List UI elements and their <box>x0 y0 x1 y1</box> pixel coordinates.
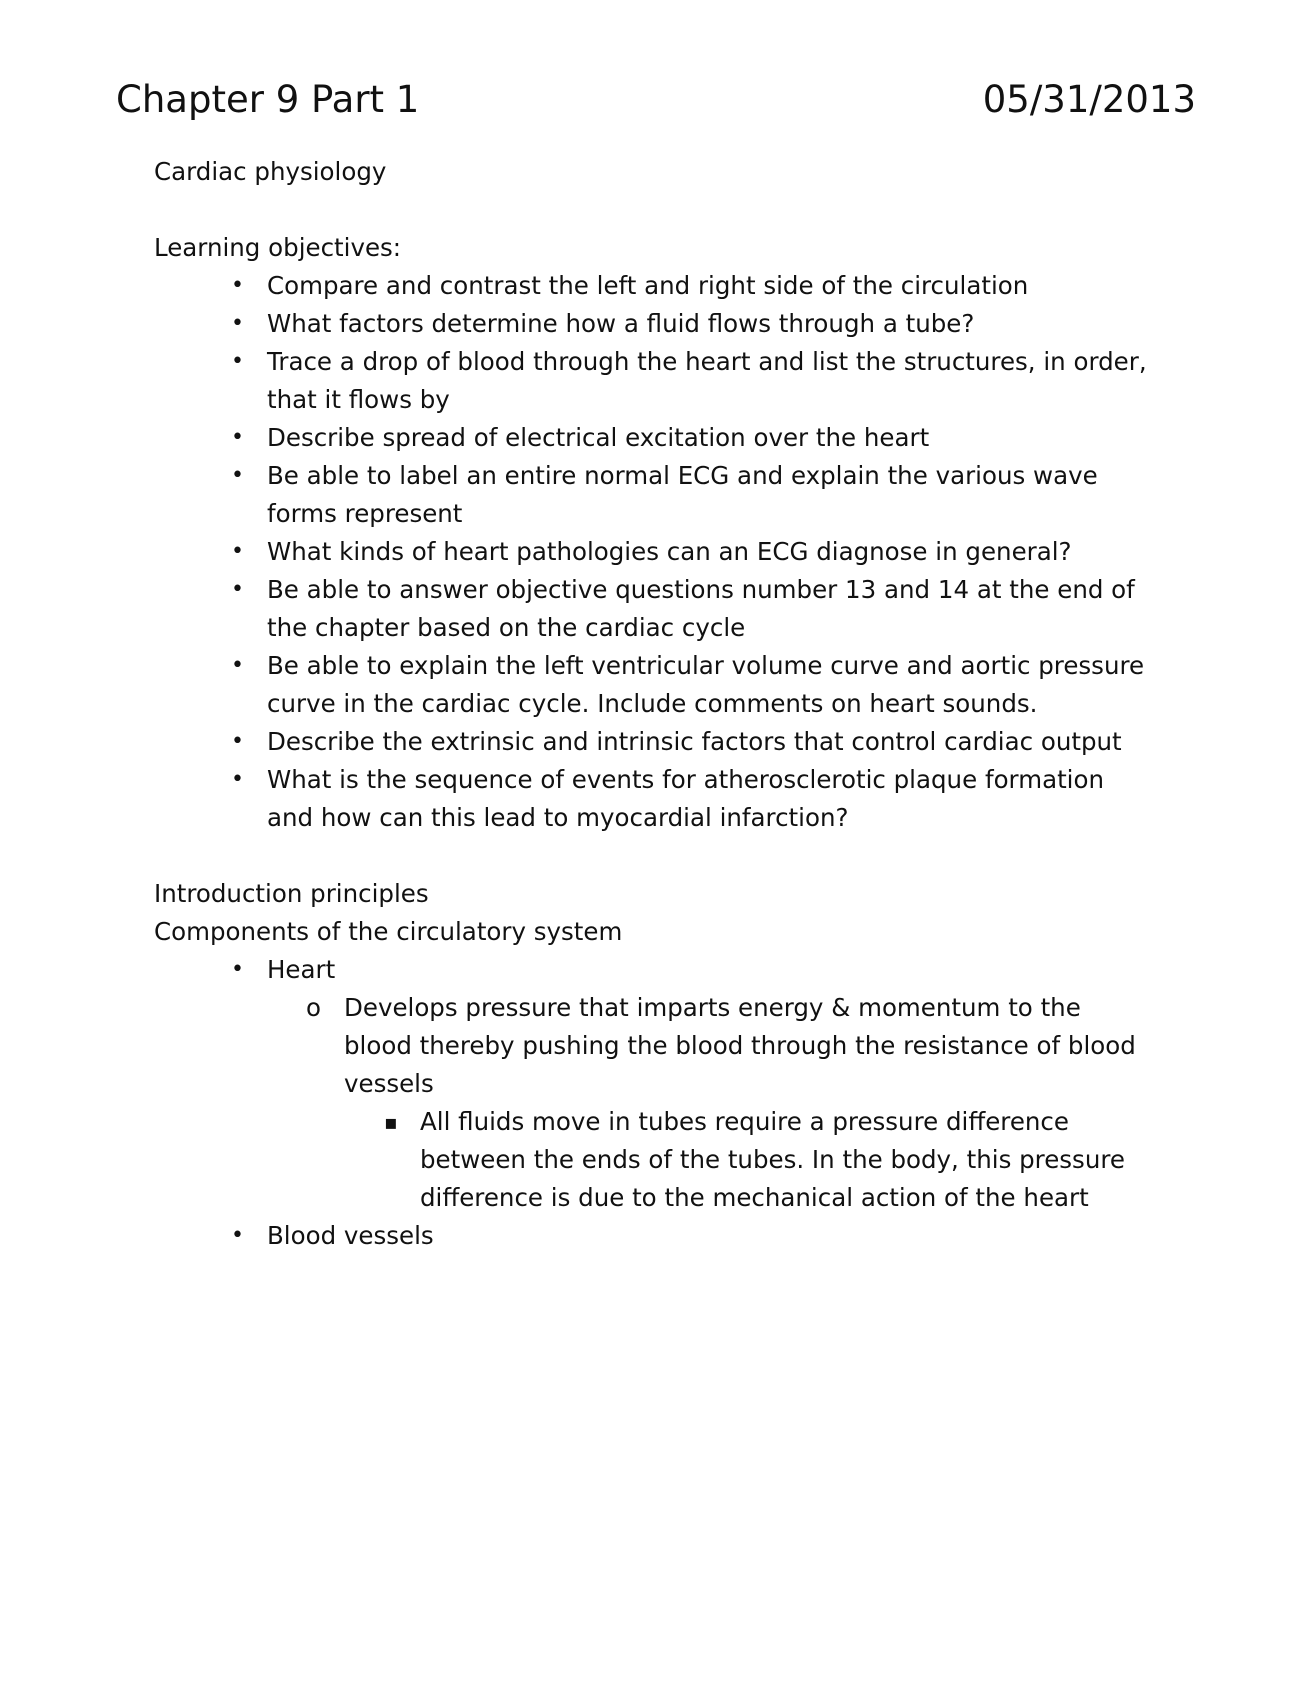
bullet-icon: • <box>231 767 244 792</box>
list-item <box>384 1103 1140 1217</box>
list-item <box>231 267 1147 305</box>
bullet-icon: • <box>231 425 244 450</box>
list-item-text: What kinds of heart pathologies can an ECG diagnose in general? <box>267 537 1072 566</box>
sub-sub-list <box>384 1103 1144 1217</box>
page-date: 05/31/2013 <box>982 78 1196 121</box>
components-list <box>231 951 1154 1255</box>
list-item-text: All fluids move in tubes require a pressure difference between the ends of the tubes. In the body, this pressure difference is due to the mechanical action of the heart <box>420 1107 1125 1212</box>
list-item-text: Develops pressure that imparts energy & momentum to the blood thereby pushing the blood through the resistance of blood vessels <box>344 993 1136 1098</box>
list-item-text: Be able to label an entire normal ECG and explain the various wave forms represent <box>267 461 1098 528</box>
bullet-icon: • <box>231 349 244 374</box>
list-item <box>231 533 1147 571</box>
bullet-icon: • <box>231 1223 244 1248</box>
objectives-list <box>231 267 1154 837</box>
objectives-heading: Learning objectives: <box>154 233 402 262</box>
list-item-text: What factors determine how a fluid flows through a tube? <box>267 309 975 338</box>
list-item <box>231 305 1147 343</box>
list-item-text: Heart <box>267 955 336 984</box>
list-item <box>231 761 1147 837</box>
square-bullet-icon: ▪ <box>384 1110 398 1134</box>
bullet-icon: • <box>231 311 244 336</box>
bullet-icon: • <box>231 653 244 678</box>
list-item <box>231 1217 1147 1255</box>
list-item <box>231 343 1147 419</box>
blank-line <box>154 191 1154 229</box>
intro-heading: Introduction principles <box>154 879 429 908</box>
list-item-text: Describe spread of electrical excitation over the heart <box>267 423 930 452</box>
list-item-text: Describe the extrinsic and intrinsic factors that control cardiac output <box>267 727 1122 756</box>
list-item <box>231 419 1147 457</box>
list-item <box>231 571 1147 647</box>
bullet-icon: • <box>231 463 244 488</box>
list-item <box>231 647 1147 723</box>
topic-heading: Cardiac physiology <box>154 157 387 186</box>
list-item <box>231 951 1147 1217</box>
blank-line <box>154 837 1154 875</box>
list-item <box>306 989 1144 1217</box>
page-title: Chapter 9 Part 1 <box>116 78 420 121</box>
sub-list <box>306 989 1147 1217</box>
list-item-text: What is the sequence of events for atherosclerotic plaque formation and how can this lead to myocardial infarction? <box>267 765 1105 832</box>
circle-bullet-icon: o <box>306 993 321 1022</box>
bullet-icon: • <box>231 539 244 564</box>
list-item-text: Compare and contrast the left and right side of the circulation <box>267 271 1029 300</box>
bullet-icon: • <box>231 957 244 982</box>
bullet-icon: • <box>231 729 244 754</box>
notes-body <box>154 153 1154 1255</box>
list-item <box>231 723 1147 761</box>
list-item-text: Trace a drop of blood through the heart and list the structures, in order, that it flows by <box>267 347 1147 414</box>
components-heading: Components of the circulatory system <box>154 917 623 946</box>
list-item-text: Be able to explain the left ventricular volume curve and aortic pressure curve in the cardiac cycle. Include comments on heart sounds. <box>267 651 1145 718</box>
bullet-icon: • <box>231 577 244 602</box>
list-item-text: Be able to answer objective questions number 13 and 14 at the end of the chapter based on the cardiac cycle <box>267 575 1135 642</box>
bullet-icon: • <box>231 273 244 298</box>
list-item-text: Blood vessels <box>267 1221 434 1250</box>
title-row <box>116 74 1196 126</box>
list-item <box>231 457 1147 533</box>
